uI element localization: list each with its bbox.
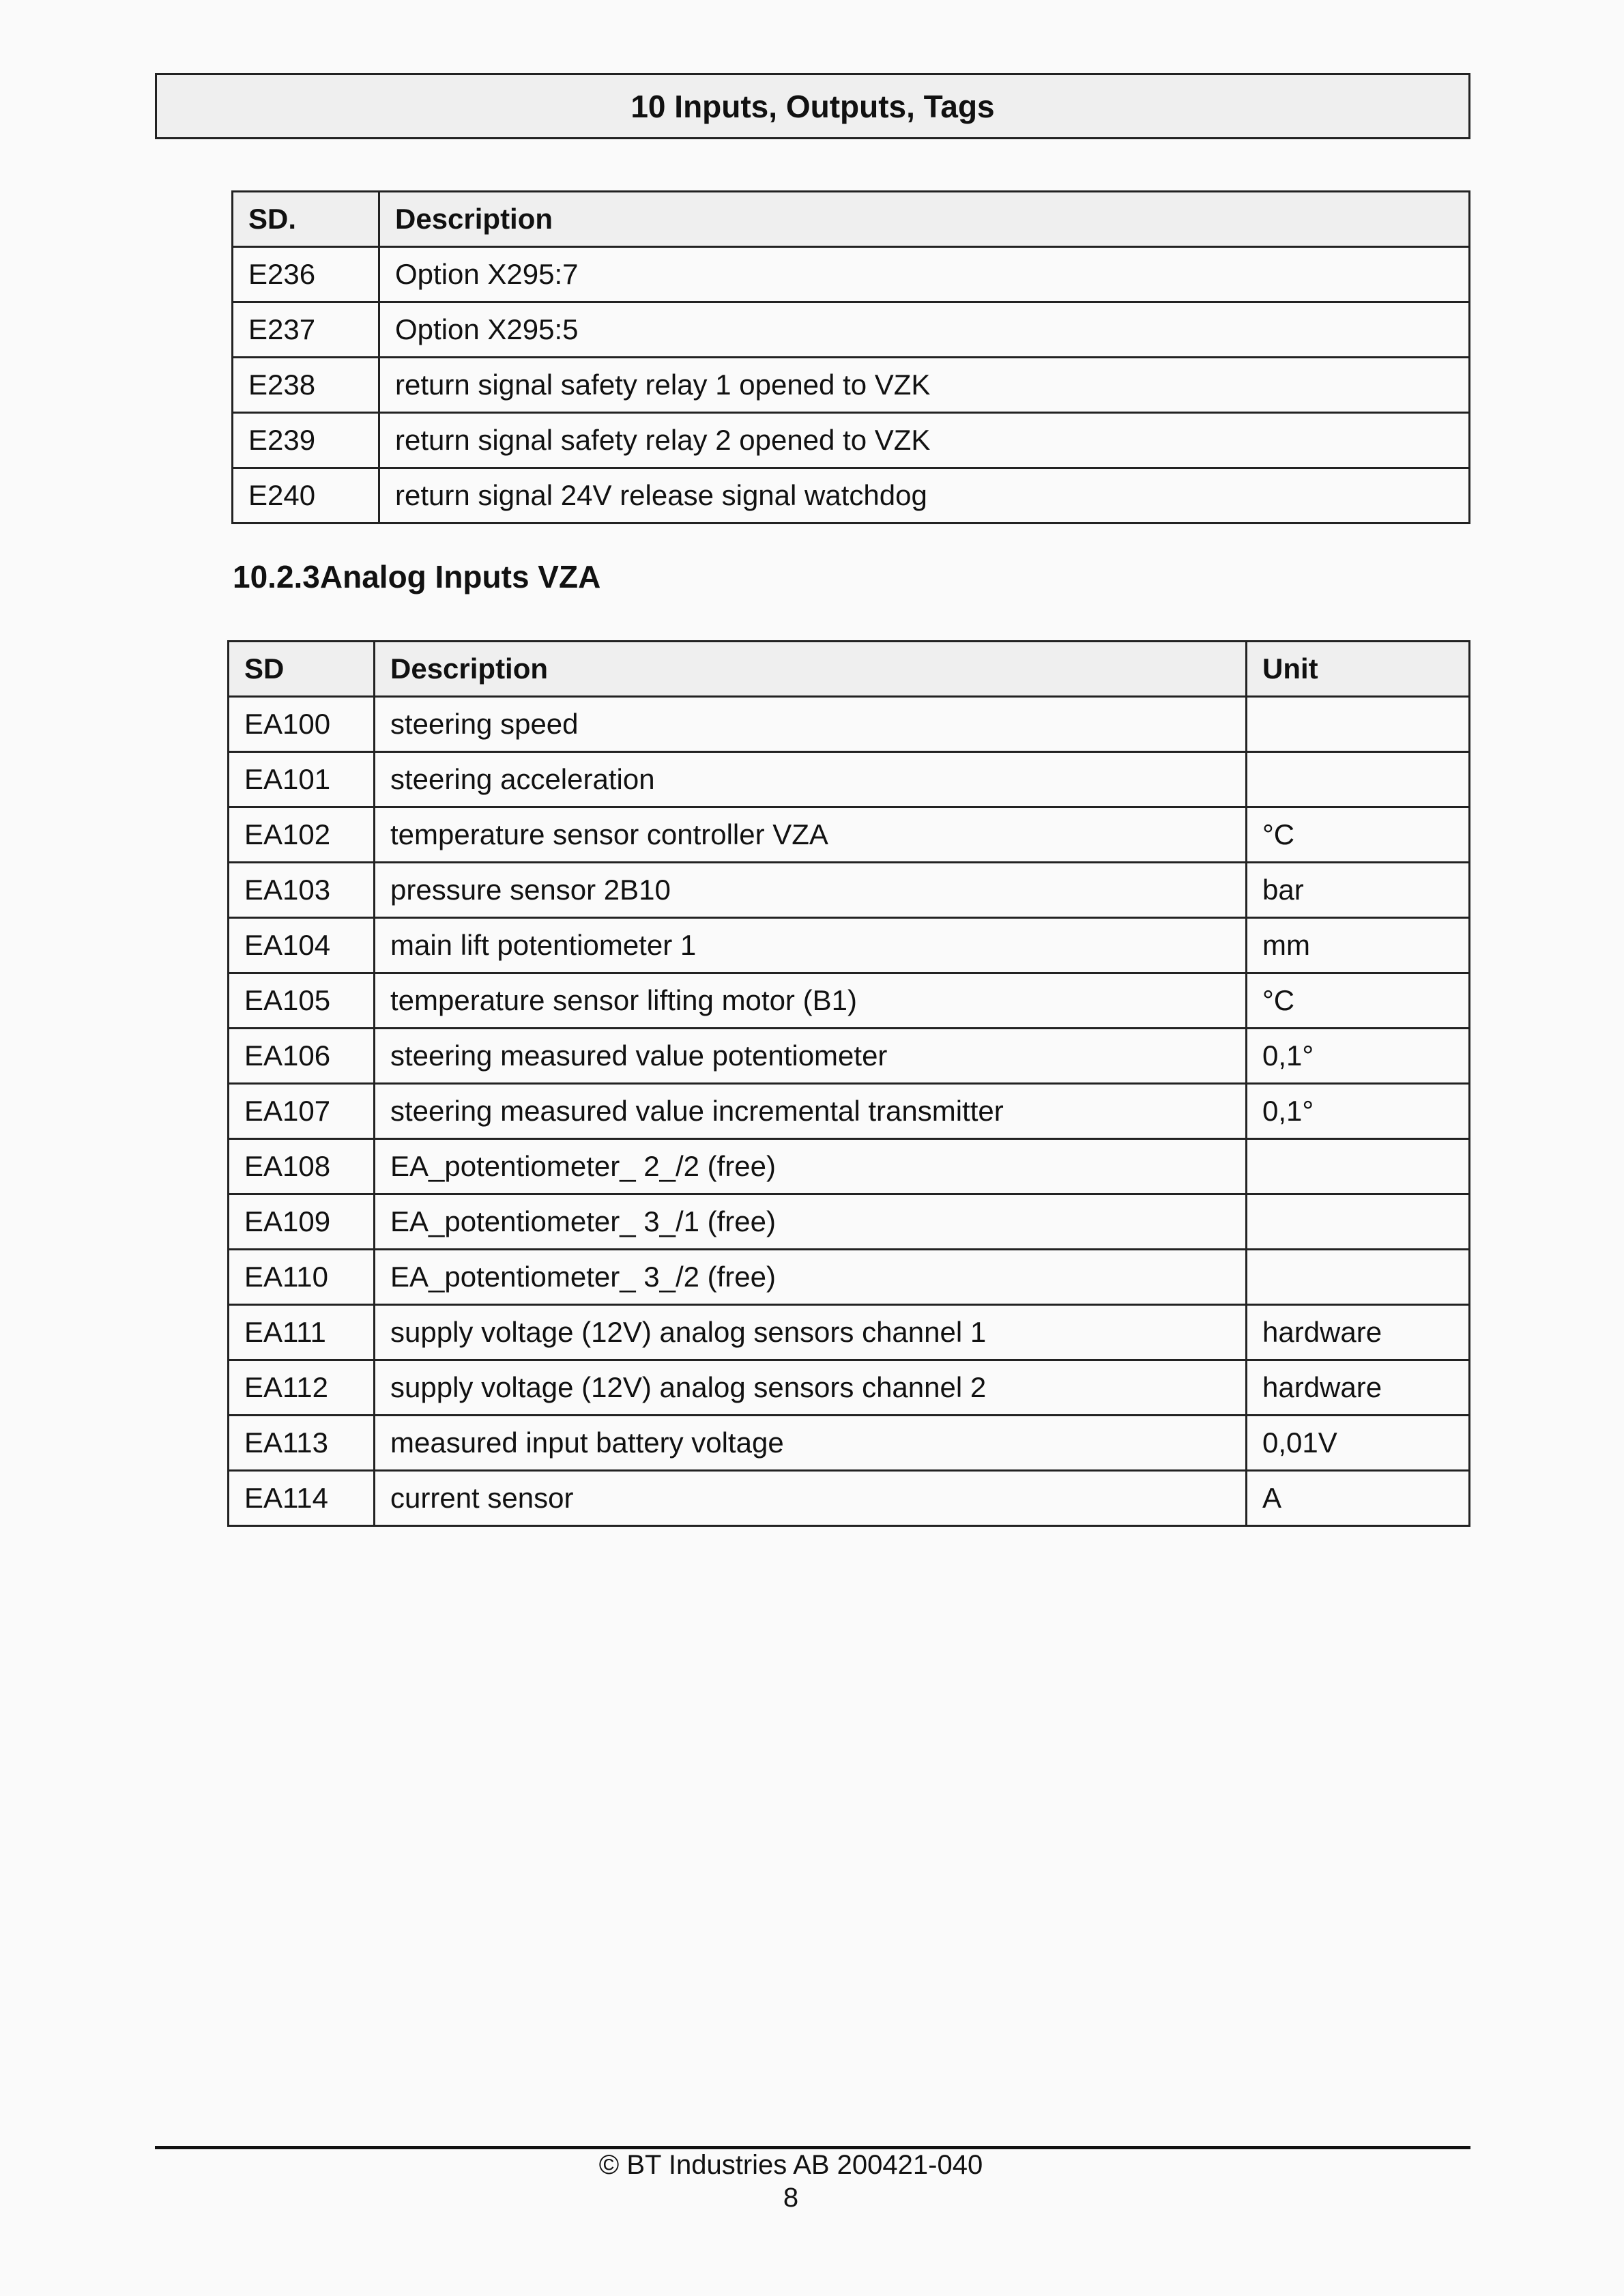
table-row <box>229 1305 1470 1360</box>
cell-unit <box>1247 1139 1470 1194</box>
table-row <box>233 413 1470 468</box>
cell-sd: EA110 <box>229 1250 375 1305</box>
column-header-description: Description <box>375 642 1247 697</box>
cell-unit: 0,01V <box>1247 1416 1470 1471</box>
cell-sd: E237 <box>233 302 379 358</box>
table-row <box>233 358 1470 413</box>
cell-sd: EA111 <box>229 1305 375 1360</box>
cell-sd: EA113 <box>229 1416 375 1471</box>
cell-unit: °C <box>1247 973 1470 1029</box>
table-row <box>229 1471 1470 1526</box>
cell-unit <box>1247 752 1470 807</box>
cell-sd: EA109 <box>229 1194 375 1250</box>
cell-unit: 0,1° <box>1247 1029 1470 1084</box>
table-row <box>229 973 1470 1029</box>
cell-unit <box>1247 1250 1470 1305</box>
cell-description: steering measured value incremental transmitter <box>375 1084 1247 1139</box>
table-row <box>229 918 1470 973</box>
cell-description: temperature sensor controller VZA <box>375 807 1247 863</box>
cell-sd: E239 <box>233 413 379 468</box>
table-row <box>229 752 1470 807</box>
table-header-row <box>229 642 1470 697</box>
cell-sd: E236 <box>233 247 379 302</box>
cell-description: main lift potentiometer 1 <box>375 918 1247 973</box>
page-title: 10 Inputs, Outputs, Tags <box>155 73 1470 139</box>
column-header-description: Description <box>379 192 1470 247</box>
cell-description: return signal 24V release signal watchdog <box>379 468 1470 523</box>
column-header-unit: Unit <box>1247 642 1470 697</box>
cell-description: temperature sensor lifting motor (B1) <box>375 973 1247 1029</box>
cell-unit <box>1247 1194 1470 1250</box>
column-header-sd: SD <box>229 642 375 697</box>
table-row <box>229 1416 1470 1471</box>
table-row <box>229 1029 1470 1084</box>
table-row <box>229 1250 1470 1305</box>
cell-description: measured input battery voltage <box>375 1416 1247 1471</box>
cell-unit: bar <box>1247 863 1470 918</box>
cell-sd: EA106 <box>229 1029 375 1084</box>
cell-description: return signal safety relay 2 opened to VZK <box>379 413 1470 468</box>
table-row <box>229 697 1470 752</box>
table-row <box>233 302 1470 358</box>
table-row <box>229 1194 1470 1250</box>
table-row <box>229 863 1470 918</box>
cell-sd: EA101 <box>229 752 375 807</box>
cell-description: steering speed <box>375 697 1247 752</box>
cell-description: EA_potentiometer_ 2_/2 (free) <box>375 1139 1247 1194</box>
cell-unit: °C <box>1247 807 1470 863</box>
cell-description: Option X295:5 <box>379 302 1470 358</box>
cell-description: steering acceleration <box>375 752 1247 807</box>
cell-unit: mm <box>1247 918 1470 973</box>
cell-description: Option X295:7 <box>379 247 1470 302</box>
cell-description: steering measured value potentiometer <box>375 1029 1247 1084</box>
footer-copyright: © BT Industries AB 200421-040 <box>598 2150 983 2180</box>
cell-unit <box>1247 697 1470 752</box>
column-header-sd: SD. <box>233 192 379 247</box>
cell-description: supply voltage (12V) analog sensors channel 2 <box>375 1360 1247 1416</box>
cell-description: supply voltage (12V) analog sensors channel 1 <box>375 1305 1247 1360</box>
cell-sd: EA100 <box>229 697 375 752</box>
digital-inputs-table <box>231 190 1470 524</box>
cell-sd: EA114 <box>229 1471 375 1526</box>
cell-unit: A <box>1247 1471 1470 1526</box>
cell-sd: EA112 <box>229 1360 375 1416</box>
section-heading: 10.2.3Analog Inputs VZA <box>233 559 601 594</box>
cell-unit: hardware <box>1247 1305 1470 1360</box>
cell-sd: EA107 <box>229 1084 375 1139</box>
cell-description: return signal safety relay 1 opened to VZK <box>379 358 1470 413</box>
table-row <box>233 247 1470 302</box>
cell-description: EA_potentiometer_ 3_/1 (free) <box>375 1194 1247 1250</box>
table-row <box>229 807 1470 863</box>
cell-sd: E240 <box>233 468 379 523</box>
cell-sd: EA102 <box>229 807 375 863</box>
cell-sd: E238 <box>233 358 379 413</box>
table-row <box>229 1084 1470 1139</box>
cell-description: EA_potentiometer_ 3_/2 (free) <box>375 1250 1247 1305</box>
cell-description: current sensor <box>375 1471 1247 1526</box>
table-row <box>229 1360 1470 1416</box>
analog-inputs-table <box>227 640 1470 1527</box>
page-number: 8 <box>783 2183 799 2213</box>
table-header-row <box>233 192 1470 247</box>
table-row <box>229 1139 1470 1194</box>
footer-divider <box>155 2146 1470 2149</box>
cell-unit: hardware <box>1247 1360 1470 1416</box>
cell-sd: EA105 <box>229 973 375 1029</box>
table-row <box>233 468 1470 523</box>
cell-sd: EA104 <box>229 918 375 973</box>
cell-sd: EA108 <box>229 1139 375 1194</box>
cell-description: pressure sensor 2B10 <box>375 863 1247 918</box>
cell-sd: EA103 <box>229 863 375 918</box>
cell-unit: 0,1° <box>1247 1084 1470 1139</box>
